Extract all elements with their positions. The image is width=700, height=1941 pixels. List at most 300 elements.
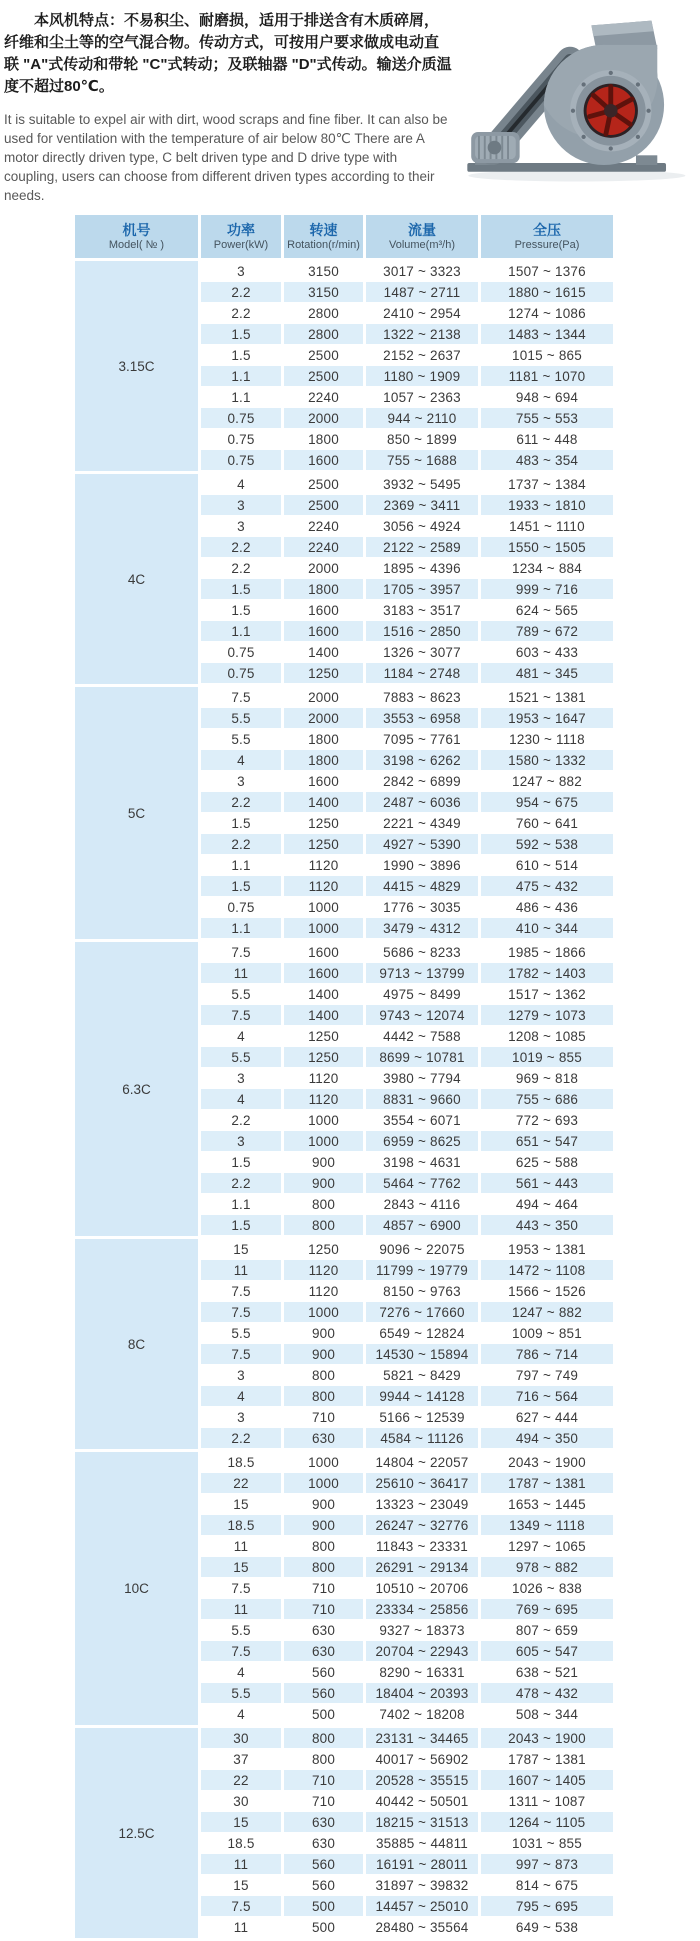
power-cell: 1.1 — [201, 621, 281, 642]
pressure-cell: 1009 ~ 851 — [481, 1323, 613, 1344]
volume-cell: 35885 ~ 44811 — [366, 1833, 478, 1854]
pressure-cell: 789 ~ 672 — [481, 621, 613, 642]
power-cell: 15 — [201, 1812, 281, 1833]
rotation-cell: 1250 — [284, 1047, 363, 1068]
volume-cell: 2842 ~ 6899 — [366, 771, 478, 792]
pressure-cell: 1230 ~ 1118 — [481, 729, 613, 750]
volume-cell: 3479 ~ 4312 — [366, 918, 478, 939]
table-row — [201, 642, 613, 663]
pressure-cell: 1653 ~ 1445 — [481, 1494, 613, 1515]
rotation-cell: 500 — [284, 1896, 363, 1917]
power-cell: 4 — [201, 1386, 281, 1407]
table-row — [201, 1473, 613, 1494]
volume-cell: 5166 ~ 12539 — [366, 1407, 478, 1428]
table-row — [201, 282, 613, 303]
volume-cell: 1895 ~ 4396 — [366, 558, 478, 579]
power-cell: 5.5 — [201, 708, 281, 729]
table-row — [201, 1323, 613, 1344]
power-cell: 1.5 — [201, 345, 281, 366]
power-cell: 7.5 — [201, 1641, 281, 1662]
power-cell: 1.5 — [201, 579, 281, 600]
volume-cell: 5686 ~ 8233 — [366, 942, 478, 963]
header-pressure-en: Pressure(Pa) — [514, 238, 580, 251]
pressure-cell: 638 ~ 521 — [481, 1662, 613, 1683]
volume-cell: 3183 ~ 3517 — [366, 600, 478, 621]
table-row — [201, 1728, 613, 1749]
model-group-4C — [75, 474, 613, 684]
table-row — [201, 708, 613, 729]
pressure-cell: 1507 ~ 1376 — [481, 261, 613, 282]
power-cell: 5.5 — [201, 1620, 281, 1641]
pressure-cell: 1566 ~ 1526 — [481, 1281, 613, 1302]
pressure-cell: 592 ~ 538 — [481, 834, 613, 855]
power-cell: 15 — [201, 1557, 281, 1578]
table-row — [201, 1089, 613, 1110]
table-row — [201, 558, 613, 579]
power-cell: 4 — [201, 1704, 281, 1725]
table-row — [201, 1452, 613, 1473]
power-cell: 30 — [201, 1791, 281, 1812]
table-row — [201, 1026, 613, 1047]
rotation-cell: 630 — [284, 1833, 363, 1854]
volume-cell: 8290 ~ 16331 — [366, 1662, 478, 1683]
volume-cell: 850 ~ 1899 — [366, 429, 478, 450]
volume-cell: 23334 ~ 25856 — [366, 1599, 478, 1620]
table-row — [201, 474, 613, 495]
table-row — [201, 1194, 613, 1215]
power-cell: 15 — [201, 1494, 281, 1515]
model-label: 6.3C — [75, 942, 198, 1236]
pressure-cell: 610 ~ 514 — [481, 855, 613, 876]
pressure-cell: 772 ~ 693 — [481, 1110, 613, 1131]
table-row — [201, 1896, 613, 1917]
power-cell: 3 — [201, 1131, 281, 1152]
table-row — [201, 729, 613, 750]
rotation-cell: 1000 — [284, 1110, 363, 1131]
pressure-cell: 760 ~ 641 — [481, 813, 613, 834]
table-row — [201, 1875, 613, 1896]
rotation-cell: 2500 — [284, 345, 363, 366]
table-row — [201, 984, 613, 1005]
pressure-cell: 1483 ~ 1344 — [481, 324, 613, 345]
pressure-cell: 1274 ~ 1086 — [481, 303, 613, 324]
rotation-cell: 1120 — [284, 1068, 363, 1089]
power-cell: 30 — [201, 1728, 281, 1749]
table-row — [201, 600, 613, 621]
pressure-cell: 769 ~ 695 — [481, 1599, 613, 1620]
table-row — [201, 1515, 613, 1536]
volume-cell: 3980 ~ 7794 — [366, 1068, 478, 1089]
rotation-cell: 1000 — [284, 897, 363, 918]
volume-cell: 1322 ~ 2138 — [366, 324, 478, 345]
volume-cell: 1487 ~ 2711 — [366, 282, 478, 303]
power-cell: 11 — [201, 963, 281, 984]
rotation-cell: 500 — [284, 1917, 363, 1938]
table-row — [201, 1428, 613, 1449]
table-row — [201, 1620, 613, 1641]
table-row — [201, 450, 613, 471]
rotation-cell: 1250 — [284, 813, 363, 834]
volume-cell: 3553 ~ 6958 — [366, 708, 478, 729]
pressure-cell: 1880 ~ 1615 — [481, 282, 613, 303]
model-group-rows — [201, 474, 613, 684]
power-cell: 18.5 — [201, 1833, 281, 1854]
rotation-cell: 1400 — [284, 792, 363, 813]
pressure-cell: 1181 ~ 1070 — [481, 366, 613, 387]
header-model — [75, 215, 198, 258]
pressure-cell: 625 ~ 588 — [481, 1152, 613, 1173]
power-cell: 2.2 — [201, 1173, 281, 1194]
power-cell: 3 — [201, 771, 281, 792]
rotation-cell: 1800 — [284, 429, 363, 450]
table-row — [201, 1344, 613, 1365]
pressure-cell: 1026 ~ 838 — [481, 1578, 613, 1599]
table-row — [201, 1917, 613, 1938]
rotation-cell: 560 — [284, 1662, 363, 1683]
pressure-cell: 611 ~ 448 — [481, 429, 613, 450]
table-row — [201, 1005, 613, 1026]
rotation-cell: 630 — [284, 1620, 363, 1641]
pressure-cell: 627 ~ 444 — [481, 1407, 613, 1428]
volume-cell: 944 ~ 2110 — [366, 408, 478, 429]
table-row — [201, 1791, 613, 1812]
pressure-cell: 1234 ~ 884 — [481, 558, 613, 579]
model-group-8C — [75, 1239, 613, 1449]
volume-cell: 2410 ~ 2954 — [366, 303, 478, 324]
pressure-cell: 2043 ~ 1900 — [481, 1728, 613, 1749]
pressure-cell: 716 ~ 564 — [481, 1386, 613, 1407]
pressure-cell: 483 ~ 354 — [481, 450, 613, 471]
rotation-cell: 1600 — [284, 621, 363, 642]
power-cell: 11 — [201, 1260, 281, 1281]
table-row — [201, 792, 613, 813]
pressure-cell: 1517 ~ 1362 — [481, 984, 613, 1005]
volume-cell: 26247 ~ 32776 — [366, 1515, 478, 1536]
power-cell: 1.5 — [201, 813, 281, 834]
rotation-cell: 1250 — [284, 663, 363, 684]
volume-cell: 20704 ~ 22943 — [366, 1641, 478, 1662]
header-volume — [366, 215, 478, 258]
pressure-cell: 1015 ~ 865 — [481, 345, 613, 366]
rotation-cell: 800 — [284, 1194, 363, 1215]
model-group-10C — [75, 1452, 613, 1725]
volume-cell: 14804 ~ 22057 — [366, 1452, 478, 1473]
rotation-cell: 710 — [284, 1770, 363, 1791]
power-cell: 2.2 — [201, 1428, 281, 1449]
volume-cell: 9096 ~ 22075 — [366, 1239, 478, 1260]
volume-cell: 1990 ~ 3896 — [366, 855, 478, 876]
pressure-cell: 997 ~ 873 — [481, 1854, 613, 1875]
rotation-cell: 1250 — [284, 1026, 363, 1047]
rotation-cell: 1600 — [284, 450, 363, 471]
rotation-cell: 560 — [284, 1875, 363, 1896]
power-cell: 3 — [201, 1365, 281, 1386]
power-cell: 4 — [201, 1089, 281, 1110]
rotation-cell: 1000 — [284, 1302, 363, 1323]
model-group-3.15C — [75, 261, 613, 471]
power-cell: 2.2 — [201, 537, 281, 558]
model-label: 12.5C — [75, 1728, 198, 1938]
power-cell: 1.5 — [201, 1152, 281, 1173]
header-rotation-zh: 转速 — [309, 221, 338, 238]
power-cell: 3 — [201, 516, 281, 537]
rotation-cell: 900 — [284, 1515, 363, 1536]
rotation-cell: 560 — [284, 1854, 363, 1875]
power-cell: 5.5 — [201, 1047, 281, 1068]
power-cell: 7.5 — [201, 1281, 281, 1302]
rotation-cell: 3150 — [284, 261, 363, 282]
rotation-cell: 1600 — [284, 600, 363, 621]
rotation-cell: 900 — [284, 1323, 363, 1344]
power-cell: 7.5 — [201, 942, 281, 963]
pressure-cell: 410 ~ 344 — [481, 918, 613, 939]
volume-cell: 40017 ~ 56902 — [366, 1749, 478, 1770]
power-cell: 1.1 — [201, 918, 281, 939]
rotation-cell: 2240 — [284, 537, 363, 558]
table-row — [201, 1386, 613, 1407]
pressure-cell: 1349 ~ 1118 — [481, 1515, 613, 1536]
table-row — [201, 918, 613, 939]
pressure-cell: 494 ~ 464 — [481, 1194, 613, 1215]
table-row — [201, 537, 613, 558]
pressure-cell: 486 ~ 436 — [481, 897, 613, 918]
table-row — [201, 495, 613, 516]
rotation-cell: 3150 — [284, 282, 363, 303]
rotation-cell: 800 — [284, 1536, 363, 1557]
table-row — [201, 345, 613, 366]
power-cell: 11 — [201, 1536, 281, 1557]
rotation-cell: 2500 — [284, 366, 363, 387]
rotation-cell: 1120 — [284, 1260, 363, 1281]
header-power — [201, 215, 281, 258]
table-row — [201, 429, 613, 450]
header-power-zh: 功率 — [227, 221, 255, 238]
table-row — [201, 771, 613, 792]
power-cell: 4 — [201, 474, 281, 495]
volume-cell: 10510 ~ 20706 — [366, 1578, 478, 1599]
volume-cell: 3554 ~ 6071 — [366, 1110, 478, 1131]
table-row — [201, 855, 613, 876]
power-cell: 2.2 — [201, 282, 281, 303]
rotation-cell: 900 — [284, 1344, 363, 1365]
power-cell: 0.75 — [201, 408, 281, 429]
model-label: 5C — [75, 687, 198, 939]
rotation-cell: 1600 — [284, 942, 363, 963]
pressure-cell: 1787 ~ 1381 — [481, 1473, 613, 1494]
volume-cell: 4584 ~ 11126 — [366, 1428, 478, 1449]
rotation-cell: 1600 — [284, 963, 363, 984]
pressure-cell: 1737 ~ 1384 — [481, 474, 613, 495]
rotation-cell: 1400 — [284, 1005, 363, 1026]
volume-cell: 5821 ~ 8429 — [366, 1365, 478, 1386]
pressure-cell: 1985 ~ 1866 — [481, 942, 613, 963]
table-row — [201, 1110, 613, 1131]
power-cell: 1.1 — [201, 366, 281, 387]
pressure-cell: 1607 ~ 1405 — [481, 1770, 613, 1791]
header-rotation — [284, 215, 363, 258]
power-cell: 2.2 — [201, 303, 281, 324]
power-cell: 2.2 — [201, 1110, 281, 1131]
table-row — [201, 1302, 613, 1323]
model-label: 3.15C — [75, 261, 198, 471]
pressure-cell: 814 ~ 675 — [481, 1875, 613, 1896]
centrifugal-fan-image — [446, 18, 698, 186]
rotation-cell: 800 — [284, 1728, 363, 1749]
table-row — [201, 1833, 613, 1854]
power-cell: 7.5 — [201, 1344, 281, 1365]
table-row — [201, 663, 613, 684]
volume-cell: 4927 ~ 5390 — [366, 834, 478, 855]
rotation-cell: 1800 — [284, 729, 363, 750]
pressure-cell: 1782 ~ 1403 — [481, 963, 613, 984]
pressure-cell: 624 ~ 565 — [481, 600, 613, 621]
table-row — [201, 387, 613, 408]
power-cell: 7.5 — [201, 1005, 281, 1026]
power-cell: 5.5 — [201, 1683, 281, 1704]
volume-cell: 3198 ~ 6262 — [366, 750, 478, 771]
pressure-cell: 1247 ~ 882 — [481, 771, 613, 792]
table-row — [201, 1749, 613, 1770]
rotation-cell: 2800 — [284, 303, 363, 324]
spec-table-body — [75, 261, 613, 1938]
header-model-zh: 机号 — [122, 221, 151, 238]
volume-cell: 4857 ~ 6900 — [366, 1215, 478, 1236]
rotation-cell: 1120 — [284, 1089, 363, 1110]
rotation-cell: 2240 — [284, 387, 363, 408]
table-row — [201, 366, 613, 387]
header-model-en: Model( № ) — [108, 238, 165, 251]
rotation-cell: 2500 — [284, 495, 363, 516]
power-cell: 0.75 — [201, 897, 281, 918]
table-row — [201, 876, 613, 897]
model-group-rows — [201, 261, 613, 471]
table-row — [201, 1557, 613, 1578]
rotation-cell: 710 — [284, 1791, 363, 1812]
volume-cell: 40442 ~ 50501 — [366, 1791, 478, 1812]
power-cell: 0.75 — [201, 450, 281, 471]
volume-cell: 7095 ~ 7761 — [366, 729, 478, 750]
volume-cell: 2221 ~ 4349 — [366, 813, 478, 834]
pressure-cell: 651 ~ 547 — [481, 1131, 613, 1152]
power-cell: 22 — [201, 1473, 281, 1494]
volume-cell: 26291 ~ 29134 — [366, 1557, 478, 1578]
header-rotation-en: Rotation(r/min) — [287, 238, 360, 251]
table-row — [201, 963, 613, 984]
power-cell: 5.5 — [201, 729, 281, 750]
volume-cell: 4975 ~ 8499 — [366, 984, 478, 1005]
table-row — [201, 579, 613, 600]
table-row — [201, 261, 613, 282]
pressure-cell: 786 ~ 714 — [481, 1344, 613, 1365]
header-pressure — [481, 215, 613, 258]
power-cell: 15 — [201, 1239, 281, 1260]
pressure-cell: 969 ~ 818 — [481, 1068, 613, 1089]
table-row — [201, 1068, 613, 1089]
power-cell: 2.2 — [201, 558, 281, 579]
pressure-cell: 1019 ~ 855 — [481, 1047, 613, 1068]
volume-cell: 3056 ~ 4924 — [366, 516, 478, 537]
rotation-cell: 900 — [284, 1152, 363, 1173]
pressure-cell: 494 ~ 350 — [481, 1428, 613, 1449]
volume-cell: 23131 ~ 34465 — [366, 1728, 478, 1749]
power-cell: 4 — [201, 1026, 281, 1047]
volume-cell: 11799 ~ 19779 — [366, 1260, 478, 1281]
pressure-cell: 1247 ~ 882 — [481, 1302, 613, 1323]
power-cell: 18.5 — [201, 1515, 281, 1536]
volume-cell: 1705 ~ 3957 — [366, 579, 478, 600]
model-group-6.3C — [75, 942, 613, 1236]
pressure-cell: 1031 ~ 855 — [481, 1833, 613, 1854]
pressure-cell: 999 ~ 716 — [481, 579, 613, 600]
volume-cell: 3932 ~ 5495 — [366, 474, 478, 495]
table-row — [201, 303, 613, 324]
volume-cell: 2487 ~ 6036 — [366, 792, 478, 813]
power-cell: 3 — [201, 495, 281, 516]
rotation-cell: 2000 — [284, 708, 363, 729]
pressure-cell: 797 ~ 749 — [481, 1365, 613, 1386]
rotation-cell: 900 — [284, 1494, 363, 1515]
volume-cell: 18215 ~ 31513 — [366, 1812, 478, 1833]
model-label: 8C — [75, 1239, 198, 1449]
table-row — [201, 1152, 613, 1173]
volume-cell: 4415 ~ 4829 — [366, 876, 478, 897]
table-row — [201, 408, 613, 429]
rotation-cell: 800 — [284, 1365, 363, 1386]
power-cell: 0.75 — [201, 429, 281, 450]
model-group-rows — [201, 687, 613, 939]
pressure-cell: 478 ~ 432 — [481, 1683, 613, 1704]
intro-paragraph-chinese: 本风机特点：不易积尘、耐磨损，适用于排送含有木质碎屑，纤维和尘土等的空气混合物。传动方式，可按用户要求做成电动直联 "A"式传动和带轮 "C"式转动；及联轴器 "D"式传动。输送介质温度不超过80℃。 — [4, 12, 452, 95]
power-cell: 1.5 — [201, 1215, 281, 1236]
table-row — [201, 834, 613, 855]
pressure-cell: 443 ~ 350 — [481, 1215, 613, 1236]
rotation-cell: 1400 — [284, 984, 363, 1005]
header-volume-zh: 流量 — [408, 221, 436, 238]
table-row — [201, 1536, 613, 1557]
rotation-cell: 710 — [284, 1407, 363, 1428]
rotation-cell: 1250 — [284, 834, 363, 855]
volume-cell: 3198 ~ 4631 — [366, 1152, 478, 1173]
pressure-cell: 1472 ~ 1108 — [481, 1260, 613, 1281]
power-cell: 1.1 — [201, 387, 281, 408]
table-row — [201, 1494, 613, 1515]
volume-cell: 1180 ~ 1909 — [366, 366, 478, 387]
volume-cell: 11843 ~ 23331 — [366, 1536, 478, 1557]
spec-table — [75, 215, 613, 1938]
header-volume-en: Volume(m³/h) — [388, 238, 456, 251]
power-cell: 3 — [201, 1407, 281, 1428]
volume-cell: 4442 ~ 7588 — [366, 1026, 478, 1047]
table-row — [201, 1215, 613, 1236]
rotation-cell: 1800 — [284, 750, 363, 771]
table-row — [201, 1683, 613, 1704]
rotation-cell: 800 — [284, 1386, 363, 1407]
rotation-cell: 560 — [284, 1683, 363, 1704]
volume-cell: 9327 ~ 18373 — [366, 1620, 478, 1641]
power-cell: 7.5 — [201, 1896, 281, 1917]
rotation-cell: 2800 — [284, 324, 363, 345]
power-cell: 2.2 — [201, 834, 281, 855]
power-cell: 5.5 — [201, 1323, 281, 1344]
model-group-rows — [201, 1728, 613, 1938]
pressure-cell: 948 ~ 694 — [481, 387, 613, 408]
table-row — [201, 1662, 613, 1683]
rotation-cell: 1000 — [284, 918, 363, 939]
rotation-cell: 630 — [284, 1641, 363, 1662]
model-group-12.5C — [75, 1728, 613, 1938]
pressure-cell: 1953 ~ 1381 — [481, 1239, 613, 1260]
rotation-cell: 800 — [284, 1215, 363, 1236]
